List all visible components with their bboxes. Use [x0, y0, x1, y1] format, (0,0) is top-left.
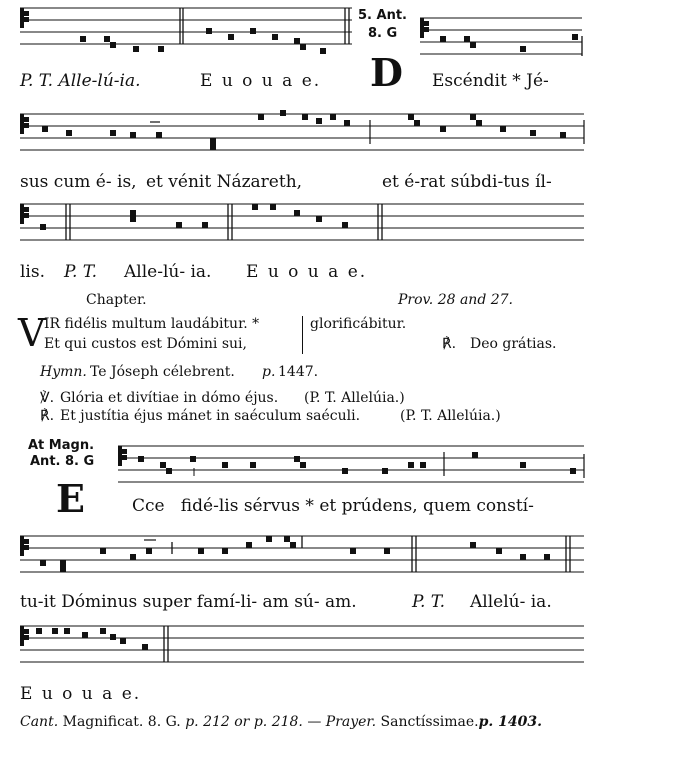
- footer-prayer-label: Prayer.: [325, 714, 377, 730]
- lyric-lis: lis.: [20, 262, 46, 282]
- lyric-euouae-2: E u o u a e.: [246, 262, 368, 282]
- hymn-page-label: p.: [262, 364, 276, 380]
- versicle-pt: (P. T. Allelúia.): [304, 390, 405, 406]
- footer-or: or: [234, 714, 250, 730]
- chant-staff-5: [0, 522, 674, 592]
- lyric-et-venit-nazareth: et vénit Názareth,: [146, 172, 303, 192]
- chapter-line-1: IR fidélis multum laudábitur. *: [44, 316, 260, 332]
- lyric-euouae-1: E u o u a e.: [200, 71, 322, 91]
- initial-letter-e: E: [56, 476, 85, 521]
- chant-staff-1: [0, 0, 674, 70]
- lyric-euouae-3: E u o u a e.: [20, 684, 142, 704]
- lyric-ecce-fidelis: Cce fidé-lis sérvus * et prúdens, quem constí-: [132, 496, 534, 516]
- chapter-right-line: glorificábitur.: [310, 316, 407, 332]
- footer-cant-label: Cant.: [20, 714, 59, 730]
- lyric-tuit-dominus: tu-it Dóminus super famí-li- am sú- am.: [20, 592, 357, 612]
- lyric-pt-3: P. T.: [412, 592, 446, 612]
- chapter-line-2: Et qui custos est Dómini sui,: [44, 336, 247, 352]
- hymn-page: 1447.: [278, 364, 319, 380]
- footer-page-2: p. 218.: [253, 714, 303, 730]
- chant-staff-6: [0, 614, 674, 684]
- lyric-descendit: Escéndit * Jé-: [432, 71, 549, 91]
- antiphon-5-mode: 8. G: [368, 26, 398, 41]
- response-pt: (P. T. Allelúia.): [400, 408, 501, 424]
- versicle-text: Glória et divítiae in dómo éjus.: [60, 390, 279, 406]
- magnificat-label: At Magn.: [28, 438, 95, 453]
- chant-staff-4: [0, 430, 674, 500]
- chant-staff-3: [0, 190, 674, 260]
- footer-cant-text: Magnificat. 8. G.: [62, 714, 181, 730]
- hymn-label: Hymn.: [40, 364, 87, 380]
- chapter-initial-v: V: [18, 311, 46, 355]
- chapter-response-text: Deo grátias.: [470, 336, 557, 352]
- lyric-alleluia-2: Alle-lú- ia.: [124, 262, 212, 282]
- initial-letter-d: D: [370, 50, 403, 95]
- chapter-title: Chapter.: [86, 292, 147, 308]
- response-text: Et justítia éjus mánet in saéculum saéculi.: [60, 408, 361, 424]
- lyric-et-erat-subditus: et é-rat súbdi-tus íl-: [382, 172, 552, 192]
- lyric-alleluia-3: Allelú- ia.: [470, 592, 552, 612]
- footer-line: [20, 714, 542, 730]
- hymn-text: Te Jóseph célebrent.: [90, 364, 235, 380]
- lyric-pt-alleluia-1: P. T. Alle-lú-ia.: [20, 71, 141, 91]
- magnificat-mode: Ant. 8. G: [30, 454, 95, 469]
- footer-page-1: p. 212: [185, 714, 230, 730]
- response-symbol: ℟.: [40, 408, 55, 424]
- lyric-pt-2: P. T.: [64, 262, 98, 282]
- footer-dash: —: [307, 714, 322, 730]
- antiphon-5-label: 5. Ant.: [358, 8, 407, 23]
- chant-staff-2: [0, 100, 674, 170]
- chapter-reference: Prov. 28 and 27.: [398, 292, 513, 308]
- footer-prayer-page: p. 1403.: [478, 714, 542, 730]
- lyric-sus-cum-eis: sus cum é- is,: [20, 172, 137, 192]
- chapter-response-symbol: ℟.: [442, 336, 457, 352]
- versicle-symbol: ℣.: [40, 390, 55, 406]
- chapter-column-divider: [302, 316, 303, 354]
- footer-prayer-text: Sanctíssimae.: [380, 714, 479, 730]
